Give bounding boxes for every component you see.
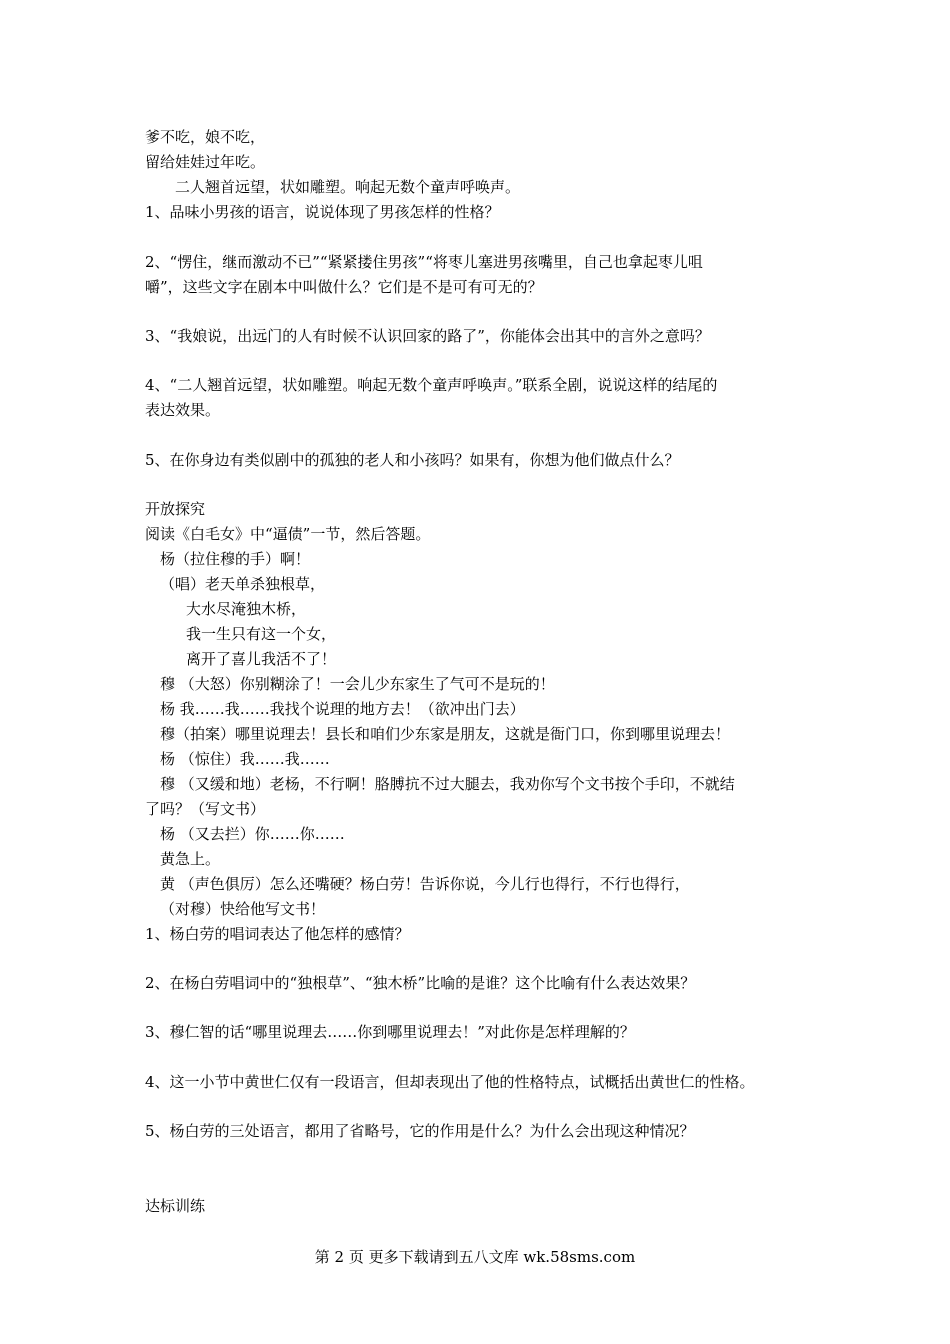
question-b4: 4、这一小节中黄世仁仅有一段语言，但却表现出了他的性格特点，试概括出黄世仁的性格。 — [145, 1073, 755, 1091]
script-line: 了吗？（写文书） — [145, 800, 266, 818]
script-line: 我一生只有这一个女， — [186, 625, 337, 643]
question-b5: 5、杨白劳的三处语言，都用了省略号，它的作用是什么？为什么会出现这种情况？ — [145, 1122, 695, 1140]
question-a4-line2: 表达效果。 — [145, 401, 221, 419]
question-a1: 1、品味小男孩的语言，说说体现了男孩怎样的性格？ — [145, 203, 500, 221]
section-heading-open: 开放探究 — [145, 500, 206, 518]
script-line: 杨（拉住穆的手）啊！ — [160, 550, 311, 568]
script-line: 穆 （大怒）你别糊涂了！一会儿少东家生了气可不是玩的！ — [160, 675, 555, 693]
poem-line-2: 留给娃娃过年吃。 — [145, 153, 266, 171]
script-line: 穆（拍案）哪里说理去！县长和咱们少东家是朋友，这就是衙门口，你到哪里说理去！ — [160, 725, 731, 743]
page-footer: 第 2 页 更多下载请到五八文库 wk.58sms.com — [314, 1248, 636, 1266]
script-line: 大水尽淹独木桥， — [186, 600, 307, 618]
reading-intro: 阅读《白毛女》中“逼债”一节，然后答题。 — [145, 525, 431, 543]
script-line: 杨 我……我……我找个说理的地方去！（欲冲出门去） — [160, 700, 525, 718]
question-a2-line1: 2、“愣住，继而激动不已”“紧紧搂住男孩”“将枣儿塞进男孩嘴里，自己也拿起枣儿咀 — [145, 253, 703, 271]
question-a2-line2: 嚼”，这些文字在剧本中叫做什么？它们是不是可有可无的？ — [145, 278, 543, 296]
question-b1: 1、杨白劳的唱词表达了他怎样的感情？ — [145, 925, 410, 943]
script-line: 杨 （惊住）我……我…… — [160, 750, 330, 768]
script-line: 黄 （声色俱厉）怎么还嘴硬？杨白劳！告诉你说，今儿行也得行，不行也得行， — [160, 875, 690, 893]
section-heading-training: 达标训练 — [145, 1197, 206, 1215]
script-line: （唱）老天单杀独根草， — [160, 575, 326, 593]
stage-direction: 二人翘首远望，状如雕塑。响起无数个童声呼唤声。 — [175, 178, 521, 196]
question-b3: 3、穆仁智的话“哪里说理去……你到哪里说理去！”对此你是怎样理解的？ — [145, 1023, 635, 1041]
script-line: 黄急上。 — [160, 850, 221, 868]
script-line: 穆 （又缓和地）老杨，不行啊！胳膊抗不过大腿去，我劝你写个文书按个手印，不就结 — [160, 775, 735, 793]
question-b2: 2、在杨白劳唱词中的“独根草”、“独木桥”比喻的是谁？这个比喻有什么表达效果？ — [145, 974, 696, 992]
script-line: 离开了喜儿我活不了！ — [186, 650, 337, 668]
script-line: （对穆）快给他写文书！ — [160, 900, 326, 918]
question-a5: 5、在你身边有类似剧中的孤独的老人和小孩吗？如果有，你想为他们做点什么？ — [145, 451, 680, 469]
poem-line-1: 爹不吃，娘不吃， — [145, 128, 266, 146]
question-a4-line1: 4、“二人翘首远望，状如雕塑。响起无数个童声呼唤声。”联系全剧，说说这样的结尾的 — [145, 376, 718, 394]
script-line: 杨 （又去拦）你……你…… — [160, 825, 345, 843]
question-a3: 3、“我娘说，出远门的人有时候不认识回家的路了”，你能体会出其中的言外之意吗？ — [145, 327, 710, 345]
